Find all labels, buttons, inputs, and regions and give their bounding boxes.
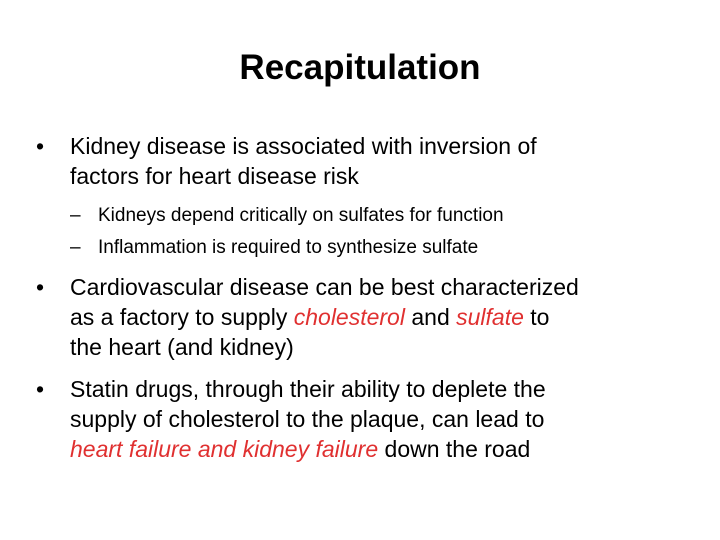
bullet-2-line-2-b: and bbox=[404, 304, 457, 330]
bullet-3-line-3-rest: down the road bbox=[378, 436, 531, 462]
bullet-mark: • bbox=[36, 274, 45, 300]
sub-bullet-2-text: Inflammation is required to synthesize sulfate bbox=[98, 237, 479, 258]
bullet-1-text bbox=[70, 131, 670, 191]
bullet-2-line-2 bbox=[70, 302, 670, 332]
bullet-1-line-2: factors for heart disease risk bbox=[70, 163, 359, 189]
bullet-2-line-3: the heart (and kidney) bbox=[70, 334, 294, 360]
bullet-3-text bbox=[70, 374, 670, 464]
bullet-2-line-1: Cardiovascular disease can be best characterized bbox=[70, 274, 579, 300]
bullet-3-line-2: supply of cholesterol to the plaque, can lead to bbox=[70, 406, 545, 432]
bullet-2-text bbox=[70, 272, 670, 362]
bullet-1-line-1: Kidney disease is associated with inversion of bbox=[70, 133, 537, 159]
bullet-mark: • bbox=[36, 376, 45, 402]
emphasis-cholesterol: cholesterol bbox=[293, 304, 405, 330]
bullet-2-line-2-c: to bbox=[523, 304, 550, 330]
bullet-3-line-3 bbox=[70, 434, 670, 464]
bullet-mark: • bbox=[36, 133, 45, 159]
bullet-3-line-1: Statin drugs, through their ability to deplete the bbox=[70, 376, 546, 402]
sub-bullet-mark: – bbox=[70, 205, 81, 226]
sub-bullet-1-text: Kidneys depend critically on sulfates for function bbox=[98, 205, 504, 226]
slide-title: Recapitulation bbox=[239, 48, 481, 87]
emphasis-sulfate: sulfate bbox=[456, 304, 524, 330]
sub-bullet-mark: – bbox=[70, 237, 81, 258]
bullet-2-line-2-a: as a factory to supply bbox=[70, 304, 294, 330]
emphasis-heart-kidney-failure: heart failure and kidney failure bbox=[70, 436, 379, 462]
